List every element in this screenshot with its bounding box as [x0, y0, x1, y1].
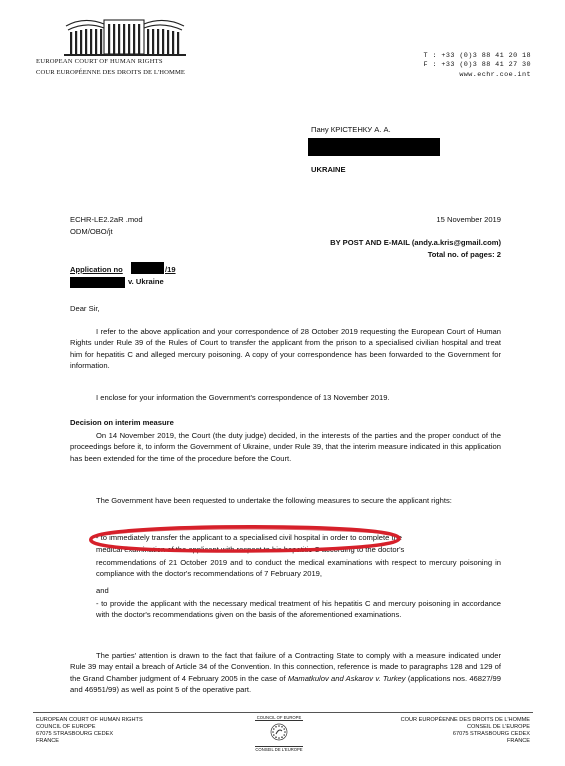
section-heading: Decision on interim measure — [70, 418, 174, 427]
paragraph-5 — [70, 650, 501, 695]
court-building-logo — [64, 14, 186, 60]
stars-circle-icon — [270, 723, 288, 741]
measure-1-rest: recommendations of 21 October 2019 and to conduct the medical examinations with respect to mercury poisoning in compliance with the doctor's recommendations of 7 February 2019, — [96, 558, 501, 579]
paragraph-3: On 14 November 2019, the Court (the duty judge) decided, in the interests of the parties and the proper conduct of the proceedings before it, to inform the Government of Ukraine, under Rule 39, that the interim measure indicated in this application has been extended for the time of the procedure before the Court. — [70, 431, 501, 463]
footer-left-line: 67075 STRASBOURG CEDEX — [36, 731, 114, 737]
footer-right-line: FRANCE — [507, 738, 530, 744]
total-pages: Total no. of pages: 2 — [427, 250, 501, 259]
footer-right-line: CONSEIL DE L'EUROPE — [466, 724, 530, 730]
measure-conjunction: and — [96, 586, 109, 595]
letter-date: 15 November 2019 — [436, 215, 501, 224]
reference-initials: ODM/OBO/jt — [70, 227, 113, 236]
measure-1-line-1: - to immediately transfer the applicant to a specialised civil hospital in order to complete the — [96, 533, 403, 542]
salutation: Dear Sir, — [70, 304, 100, 313]
application-label: Application no — [70, 265, 123, 274]
emblem-bottom-text: CONSEIL DE L'EUROPE — [255, 747, 303, 752]
emblem-top-text: COUNCIL OF EUROPE — [256, 715, 302, 720]
red-oval-annotation — [83, 524, 406, 554]
council-of-europe-emblem — [255, 715, 303, 752]
delivery-method: BY POST AND E-MAIL (andy.a.kris@gmail.com) — [330, 238, 501, 247]
footer-left-line: EUROPEAN COURT OF HUMAN RIGHTS — [36, 717, 143, 723]
paragraph-2: I enclose for your information the Government's correspondence of 13 November 2019. — [96, 393, 390, 402]
footer-right-line: 67075 STRASBOURG CEDEX — [452, 731, 530, 737]
footer-left-line: FRANCE — [36, 738, 59, 744]
footer-right-line: COUR EUROPÉENNE DES DROITS DE L'HOMME — [400, 717, 530, 723]
redacted-address — [308, 138, 440, 156]
telephone: T : +33 (0)3 88 41 20 18 — [423, 52, 531, 60]
measure-2: - to provide the applicant with the necessary medical treatment of his hepatitis C and mercury poisoning in accordance with the doctor's recommendations given on the basis of the aforementioned examinations. — [96, 599, 501, 620]
footer-left-line: COUNCIL OF EUROPE — [36, 724, 96, 730]
recipient-country: UKRAINE — [311, 165, 346, 174]
application-versus: v. Ukraine — [128, 277, 164, 286]
reference-code: ECHR-LE2.2aR .mod — [70, 215, 143, 224]
paragraph-1: I refer to the above application and your correspondence of 28 October 2019 requesting the European Court of Human Rights under Rule 39 of the Rules of Court to transfer the applicant from the prison to a specialised civilian hospital and treat him for hepatitis C and alleged mercury poisoning. A copy of your correspondence has been forwarded to the Government for information. — [70, 327, 501, 370]
website: www.echr.coe.int — [459, 70, 531, 79]
redacted-application-number — [131, 262, 164, 274]
footer-left — [36, 717, 143, 745]
recipient-name: Пану КРІСТЕНКУ А. А. — [311, 125, 391, 134]
paragraph-5-text-a: The parties' attention is drawn to the fact that failure of a Contracting State to comply with a measure indicated under Rule 39 may entail a breach of Article 34 of the Convention. In this connection, reference is made to paragraphs 128 and 129 of the Grand Chamber judgment of 4 February 2005 in the case of — [70, 651, 501, 683]
court-name-en: EUROPEAN COURT OF HUMAN RIGHTS — [36, 58, 163, 65]
paragraph-4: The Government have been requested to undertake the following measures to secure the applicant rights: — [96, 496, 452, 505]
footer-right — [401, 717, 530, 745]
case-name: Mamatkulov and Askarov v. Turkey — [287, 673, 406, 683]
application-suffix: /19 — [165, 265, 176, 274]
footer-divider — [33, 712, 533, 713]
fax: F : +33 (0)3 88 41 27 30 — [423, 61, 531, 70]
measure-1-line-2: medical examination of the applicant with respect to his hepatitis C according to the doctor's — [96, 545, 405, 554]
paragraph-5-text-b: (applications nos. 46827/99 and 46951/99) as well as point 5 of the operative part. — [70, 673, 501, 694]
redacted-applicant-name — [70, 277, 125, 288]
contact-block — [424, 52, 532, 80]
court-name-fr: COUR EUROPÉENNE DES DROITS DE L'HOMME — [36, 69, 186, 76]
